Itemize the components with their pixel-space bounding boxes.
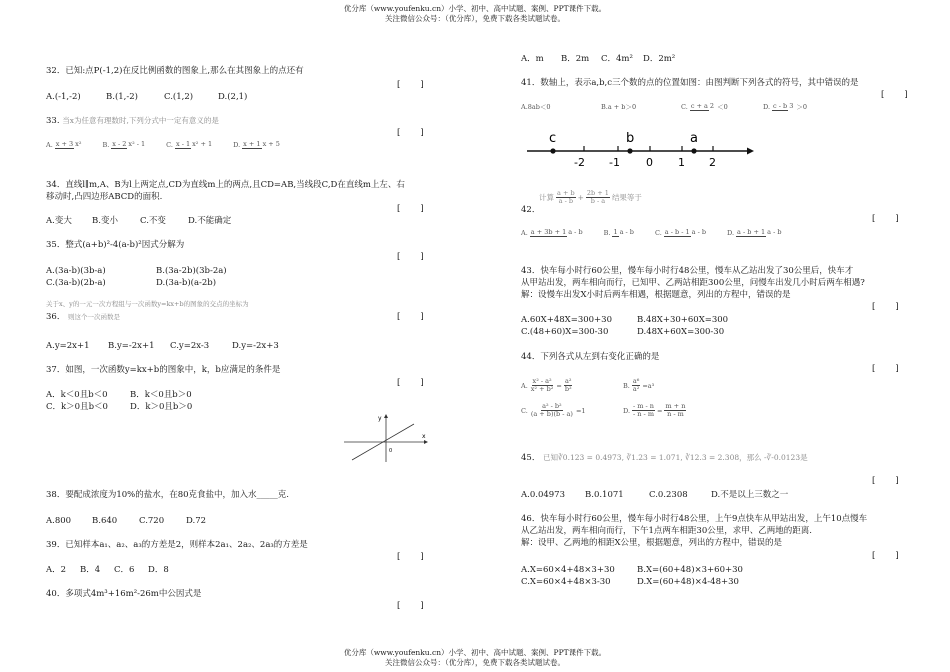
q34-options: [46, 216, 231, 227]
q33-number: 33.: [46, 116, 60, 126]
q41-option-c: C. c + a 2 ＜0: [681, 102, 728, 112]
q36-option-c: C.y=2x-3: [170, 341, 210, 351]
q46-line-3: 解：设甲、乙两地的相距X公里，根据题意，列出的方程中，错误的是: [521, 538, 783, 548]
q44-option-a: A. $\frac{\text{x² - a²}}{\text{x² + b²}}$ = $\frac{\text{a²}}{\text{b²}}$: [521, 377, 572, 394]
q46-option-d: D.X=(60+48)×4-48+30: [637, 577, 739, 587]
q36-number: 36．: [46, 312, 66, 322]
q33-option-b: B. x - 2 x² - 1: [102, 140, 146, 150]
q42-expression: 计算 $\frac{a + b}{a - b}$ + $\frac{2b + 1}{b - a}$ 结果等于: [539, 189, 642, 206]
page-header: [0, 4, 950, 24]
q41-option-d: D. c - b 3 ＞0: [763, 102, 807, 112]
q38-option-b: B.640: [92, 516, 118, 526]
q32-text: 32．已知:点P(-1,2)在反比例函数的图象上,那么在其图象上的点还有: [46, 66, 304, 76]
q32-option-a: A.(-1,-2): [46, 92, 81, 102]
q42-answer-bracket: [ ]: [872, 214, 900, 224]
q37-text: 37．如图，一次函数y=kx+b的图象中，k，b应满足的条件是: [46, 365, 281, 375]
q37-option-c: C．k＞0且b＜0: [46, 402, 108, 412]
q40-options: [521, 54, 675, 65]
tick-label-pos2: 2: [709, 156, 716, 169]
q36-answer-bracket: [ ]: [397, 312, 425, 322]
header-line-2: 关注微信公众号：（优分库），免费下载各类试题试卷。: [385, 13, 565, 23]
q45-number: 45．: [521, 453, 541, 463]
q38-text: 38．要配成浓度为10%的盐水，在80克食盐中，加入水_____克.: [46, 490, 289, 500]
footer-line-2: 关注微信公众号：（优分库），免费下载各类试题试卷。: [385, 657, 565, 667]
q43-answer-bracket: [ ]: [872, 302, 900, 312]
number-line-arrow: [747, 148, 754, 155]
point-c: [550, 148, 555, 153]
q37-option-b: B．k＜0且b＞0: [130, 390, 192, 400]
q36-options: [46, 341, 279, 352]
q34-line-1: 34．直线l∥m,A、B为l上两定点,CD为直线m上的两点,且CD=AB,当线段C,D在直线m上左、右: [46, 180, 405, 190]
q40-text: 40．多项式4m³+16m²-26m中公因式是: [46, 589, 202, 599]
q43-option-c: C.(48+60)X=300-30: [521, 327, 609, 337]
q37-x-label: x: [422, 433, 426, 440]
q37-answer-bracket: [ ]: [397, 378, 425, 388]
q40-option-d: D．2m²: [643, 54, 676, 64]
q42-faint-suffix: 结果等于: [611, 193, 642, 203]
q32-option-d: D.(2,1): [218, 92, 248, 102]
q34-option-b: B.变小: [92, 216, 118, 226]
q36-faint-line: 关于x、y的一元一次方程组与一次函数y=kx+b的图象的交点的坐标为: [46, 300, 249, 308]
q43-option-a: A.60X+48X=300+30: [521, 315, 612, 325]
header-line-1: 优分库（www.youfenku.cn）小学、初中、高中试题、案例、PPT课件下载。: [343, 4, 607, 13]
q39-option-d: D．8: [148, 565, 169, 575]
q43-option-d: D.48X+60X=300-30: [637, 327, 725, 337]
tick-label-pos1: 1: [678, 156, 685, 169]
q32-option-c: C.(1,2): [164, 92, 194, 102]
q42-option-d: D. a - b + 1 a - b: [727, 228, 782, 238]
q41-text: 41．数轴上，表示a,b,c三个数的点的位置如图：由图判断下列各式的符号，其中错误的是: [521, 78, 859, 88]
q33-text: 当x为任意有理数时,下列分式中一定有意义的是: [62, 116, 219, 125]
q45-stem: [521, 453, 808, 464]
q42-options: [521, 229, 803, 237]
point-a: [691, 148, 696, 153]
q35-option-a: A.(3a-b)(3b-a): [46, 266, 106, 276]
q33-answer-bracket: [ ]: [397, 128, 425, 138]
q35-text: 35．整式(a+b)²-4(a-b)²因式分解为: [46, 240, 185, 250]
q42-plus: +: [577, 193, 584, 203]
q34-line-2: 移动时,凸四边形ABCD的面积.: [46, 192, 163, 202]
q37-option-a: A．k＜0且b＜0: [46, 390, 108, 400]
q41-option-b: B.a + b＞0: [601, 103, 637, 112]
q43-line-1: 43．快车每小时行60公里，慢车每小时行48公里，慢车从乙站出发了30公里后，快车才: [521, 266, 854, 276]
q37-y-label: y: [378, 415, 382, 422]
q44-option-c: C. $\frac{\text{a² - b²}}{(a + b)(b - a)}$ = 1: [521, 402, 586, 419]
q39-options: [46, 565, 169, 576]
q33-option-a: A. x + 3 x²: [46, 140, 82, 150]
q34-option-c: C.不变: [140, 216, 166, 226]
q32-option-b: B.(1,-2): [106, 92, 138, 102]
q45-options: [521, 490, 788, 501]
q38-option-c: C.720: [139, 516, 165, 526]
label-a: a: [690, 131, 698, 146]
q39-text: 39．已知样本a₁、a₂、a₃的方差是2，则样本2a₁、2a₂、2a₃的方差是: [46, 540, 308, 550]
q36-stem: [46, 312, 120, 323]
q41-number-line: [521, 126, 761, 172]
q42-option-c: C. a - b - 1 a - b: [654, 228, 706, 238]
q37-x-arrow: [424, 440, 428, 444]
tick-label-neg1: -1: [609, 156, 620, 169]
q35-option-d: D.(3a-b)(a-2b): [156, 278, 217, 288]
q44-answer-bracket: [ ]: [872, 364, 900, 374]
q40-option-c: C．4m²: [601, 54, 633, 64]
q37-linear-graph: [340, 412, 430, 466]
q44-option-d: D. $\frac{- m - n}{- n - m}$ = $\frac{m + n}{n - m}$: [623, 402, 686, 419]
q45-option-a: A.0.04973: [521, 490, 565, 500]
q38-option-a: A.800: [46, 516, 72, 526]
label-b: b: [626, 131, 635, 146]
q36-option-b: B.y=-2x+1: [108, 341, 155, 351]
q46-option-b: B.X=(60+48)×3+60+30: [637, 565, 743, 575]
q40-answer-bracket: [ ]: [397, 601, 425, 611]
q44-text: 44．下列各式从左到右变化正确的是: [521, 352, 660, 362]
q37-y-arrow: [384, 414, 388, 418]
q40-option-a: A．m: [521, 54, 544, 64]
q35-answer-bracket: [ ]: [397, 252, 425, 262]
q36-option-a: A.y=2x+1: [46, 341, 90, 351]
q36-faint-text: 则这个一次函数是: [68, 313, 121, 321]
q37-option-d: D．k＞0且b＞0: [130, 402, 193, 412]
q46-line-1: 46．快车每小时行60公里，慢车每小时行48公里，上午9点快车从甲站出发，上午10点慢车: [521, 514, 868, 524]
q43-option-b: B.48X+30+60X=300: [637, 315, 729, 325]
q40-option-b: B．2m: [561, 54, 590, 64]
footer-line-1: 优分库（www.youfenku.cn）小学、初中、高中试题、案例、PPT课件下载。: [343, 648, 607, 657]
q35-option-b: B.(3a-2b)(3b-2a): [156, 266, 227, 276]
q39-option-b: B．4: [80, 565, 101, 575]
q45-option-b: B.0.1071: [585, 490, 624, 500]
q42-faint-prefix: 计算: [539, 193, 554, 203]
q34-answer-bracket: [ ]: [397, 204, 425, 214]
q46-option-c: C.X=60×4+48×3-30: [521, 577, 611, 587]
point-b: [627, 148, 632, 153]
q46-option-a: A.X=60×4+48×3+30: [521, 565, 615, 575]
q39-option-a: A．2: [46, 565, 67, 575]
q32-options: [46, 92, 247, 103]
tick-label-zero: 0: [646, 156, 653, 169]
q44-option-b: B. $\frac{\text{a⁶}}{\text{a²}}$ = a³: [623, 377, 655, 394]
q38-options: [46, 516, 206, 527]
q45-option-c: C.0.2308: [649, 490, 688, 500]
q33-option-c: C. x - 1 x² + 1: [166, 140, 213, 150]
q34-option-a: A.变大: [46, 216, 72, 226]
q33-options: [46, 141, 301, 149]
q45-answer-bracket: [ ]: [872, 476, 900, 486]
q38-option-d: D.72: [186, 516, 207, 526]
q43-line-3: 解：设慢车出发X小时后两车相遇，根据题意，列出的方程中，错误的是: [521, 290, 791, 300]
q42-number: 42．: [521, 205, 541, 215]
q46-answer-bracket: [ ]: [872, 551, 900, 561]
q33-stem: [46, 116, 219, 127]
q34-option-d: D.不能确定: [188, 216, 232, 226]
q41-option-a: A.8ab＜0: [521, 103, 551, 112]
q45-option-d: D.不是以上三数之一: [711, 490, 789, 500]
q39-answer-bracket: [ ]: [397, 552, 425, 562]
q45-text: 已知∛0.123 = 0.4973, ∛1.23 = 1.071, ∛12.3 = 2.308，那么 -∛-0.0123是: [543, 453, 808, 462]
q39-option-c: C．6: [114, 565, 135, 575]
page-footer: [0, 648, 950, 668]
q43-line-2: 从甲站出发，两车相向而行，已知甲、乙两站相距300公里，问慢车出发几小时后两车相遇?: [521, 278, 865, 288]
q36-option-d: D.y=-2x+3: [232, 341, 279, 351]
q32-answer-bracket: [ ]: [397, 80, 425, 90]
q41-answer-bracket: [ ]: [881, 90, 909, 100]
q33-option-d: D. x + 1 x + 5: [233, 140, 280, 150]
label-c: c: [549, 131, 557, 146]
q46-line-2: 从乙站出发，两车相向而行，下午1点两车相距30公里，求甲、乙两地的距离.: [521, 526, 812, 536]
tick-label-neg2: -2: [574, 156, 585, 169]
q37-origin-label: 0: [389, 448, 393, 454]
q41-options: [521, 103, 825, 111]
q42-option-a: A. a + 3b + 1 a - b: [521, 228, 583, 238]
q35-option-c: C.(3a-b)(2b-a): [46, 278, 106, 288]
q42-option-b: B. 1 a - b: [603, 228, 634, 238]
